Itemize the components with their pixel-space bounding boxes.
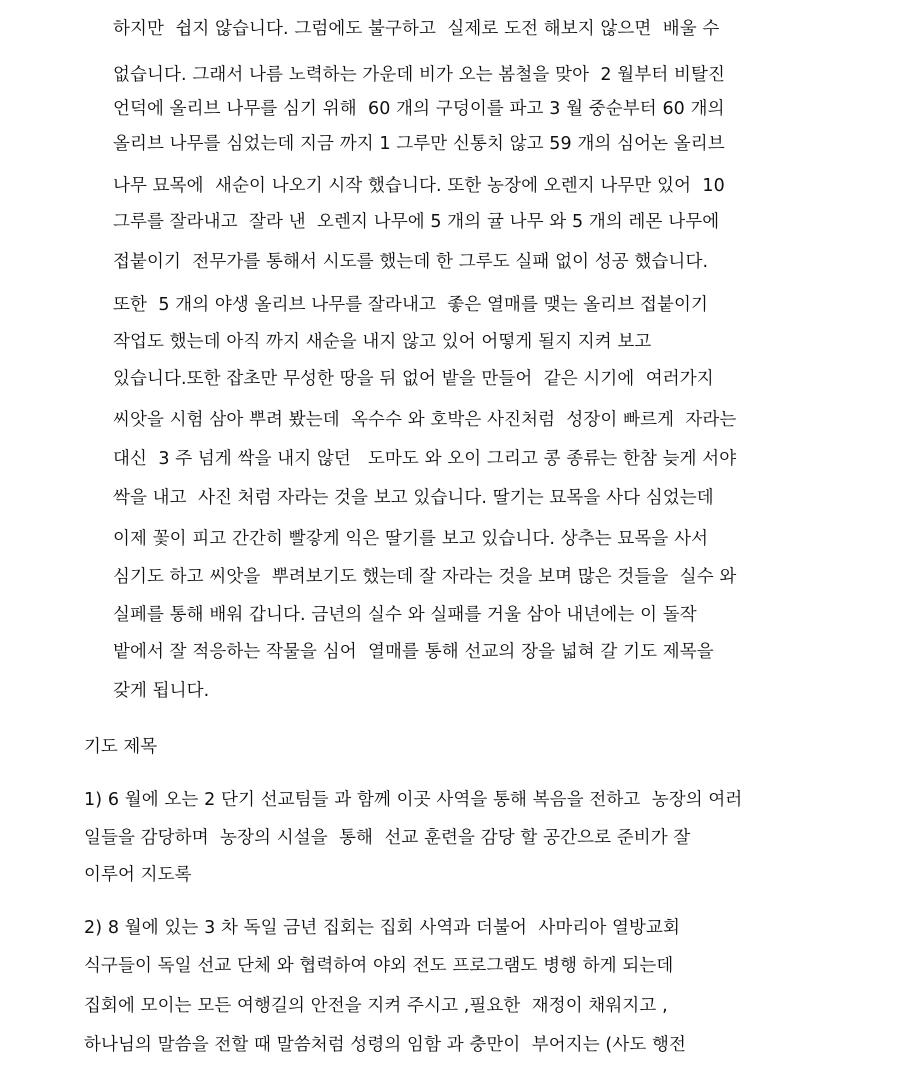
paragraph-line: 또한 5 개의 야생 올리브 나무를 잘라내고 좋은 열매를 맺는 올리브 접붙이기 (113, 295, 708, 315)
item-line: 식구들이 독일 선교 단체 와 협력하여 야외 전도 프로그램도 병행 하게 되는데 (84, 956, 674, 976)
paragraph-line: 올리브 나무를 심었는데 지금 까지 1 그루만 신통치 않고 59 개의 심어논 올리브 (113, 134, 725, 154)
item-line: 2) 8 월에 있는 3 차 독일 금년 집회는 집회 사역과 더불어 사마리아 열방교회 (84, 918, 681, 938)
item-line: 집회에 모이는 모든 여행길의 안전을 지켜 주시고 ,필요한 재정이 채워지고 , (84, 996, 668, 1016)
prayer-topics-heading: 기도 제목 (84, 737, 158, 757)
paragraph-line: 이제 꽃이 피고 간간히 빨갛게 익은 딸기를 보고 있습니다. 상추는 묘목을 사서 (113, 529, 709, 549)
paragraph-line: 갖게 됩니다. (113, 681, 210, 701)
paragraph-line: 싹을 내고 사진 처럼 자라는 것을 보고 있습니다. 딸기는 묘목을 사다 심었는데 (113, 488, 714, 508)
paragraph-line: 대신 3 주 넘게 싹을 내지 않던 도마도 와 오이 그리고 콩 종류는 한참 늦게 서야 (113, 449, 737, 469)
paragraph-line: 작업도 했는데 아직 까지 새순을 내지 않고 있어 어떻게 될지 지켜 보고 (113, 332, 652, 352)
paragraph-line: 실페를 통해 배워 갑니다. 금년의 실수 와 실패를 거울 삼아 내년에는 이 돌작 (113, 605, 697, 625)
item-line: 하나님의 말씀을 전할 때 말씀처럼 성령의 임함 과 충만이 부어지는 (사도 행전 (84, 1035, 687, 1055)
paragraph-line: 언덕에 올리브 나무를 심기 위해 60 개의 구덩이를 파고 3 월 중순부터 60 개의 (113, 99, 725, 119)
paragraph-line: 접붙이기 전무가를 통해서 시도를 했는데 한 그루도 실패 없이 성공 했습니다. (113, 252, 709, 272)
paragraph-line: 하지만 쉽지 않습니다. 그럼에도 불구하고 실제로 도전 해보지 않으면 배울 수 (113, 19, 720, 39)
paragraph-line: 그루를 잘라내고 잘라 낸 오렌지 나무에 5 개의 귤 나무 와 5 개의 레몬 나무에 (113, 212, 720, 232)
item-line: 1) 6 월에 오는 2 단기 선교팀들 과 함께 이곳 사역을 통해 복음을 전하고 농장의 여러 (84, 790, 743, 810)
paragraph-line: 씨앗을 시험 삼아 뿌려 봤는데 옥수수 와 호박은 사진처럼 성장이 빠르게 자라는 (113, 410, 737, 430)
paragraph-line: 나무 묘목에 새순이 나오기 시작 했습니다. 또한 농장에 오렌지 나무만 있어 10 (113, 176, 725, 196)
item-line: 일들을 감당하며 농장의 시설을 통해 선교 훈련을 감당 할 공간으로 준비가 잘 (84, 828, 691, 848)
paragraph-line: 있습니다.또한 잡초만 무성한 땅을 뒤 없어 밭을 만들어 같은 시기에 여러가지 (113, 369, 714, 389)
item-line: 이루어 지도록 (84, 865, 192, 885)
paragraph-line: 심기도 하고 씨앗을 뿌려보기도 했는데 잘 자라는 것을 보며 많은 것들을 실수 와 (113, 567, 737, 587)
paragraph-line: 밭에서 잘 적응하는 작물을 심어 열매를 통해 선교의 장을 넓혀 갈 기도 제목을 (113, 642, 714, 662)
paragraph-line: 없습니다. 그래서 나름 노력하는 가운데 비가 오는 봄철을 맞아 2 월부터 비탈진 (113, 65, 726, 85)
